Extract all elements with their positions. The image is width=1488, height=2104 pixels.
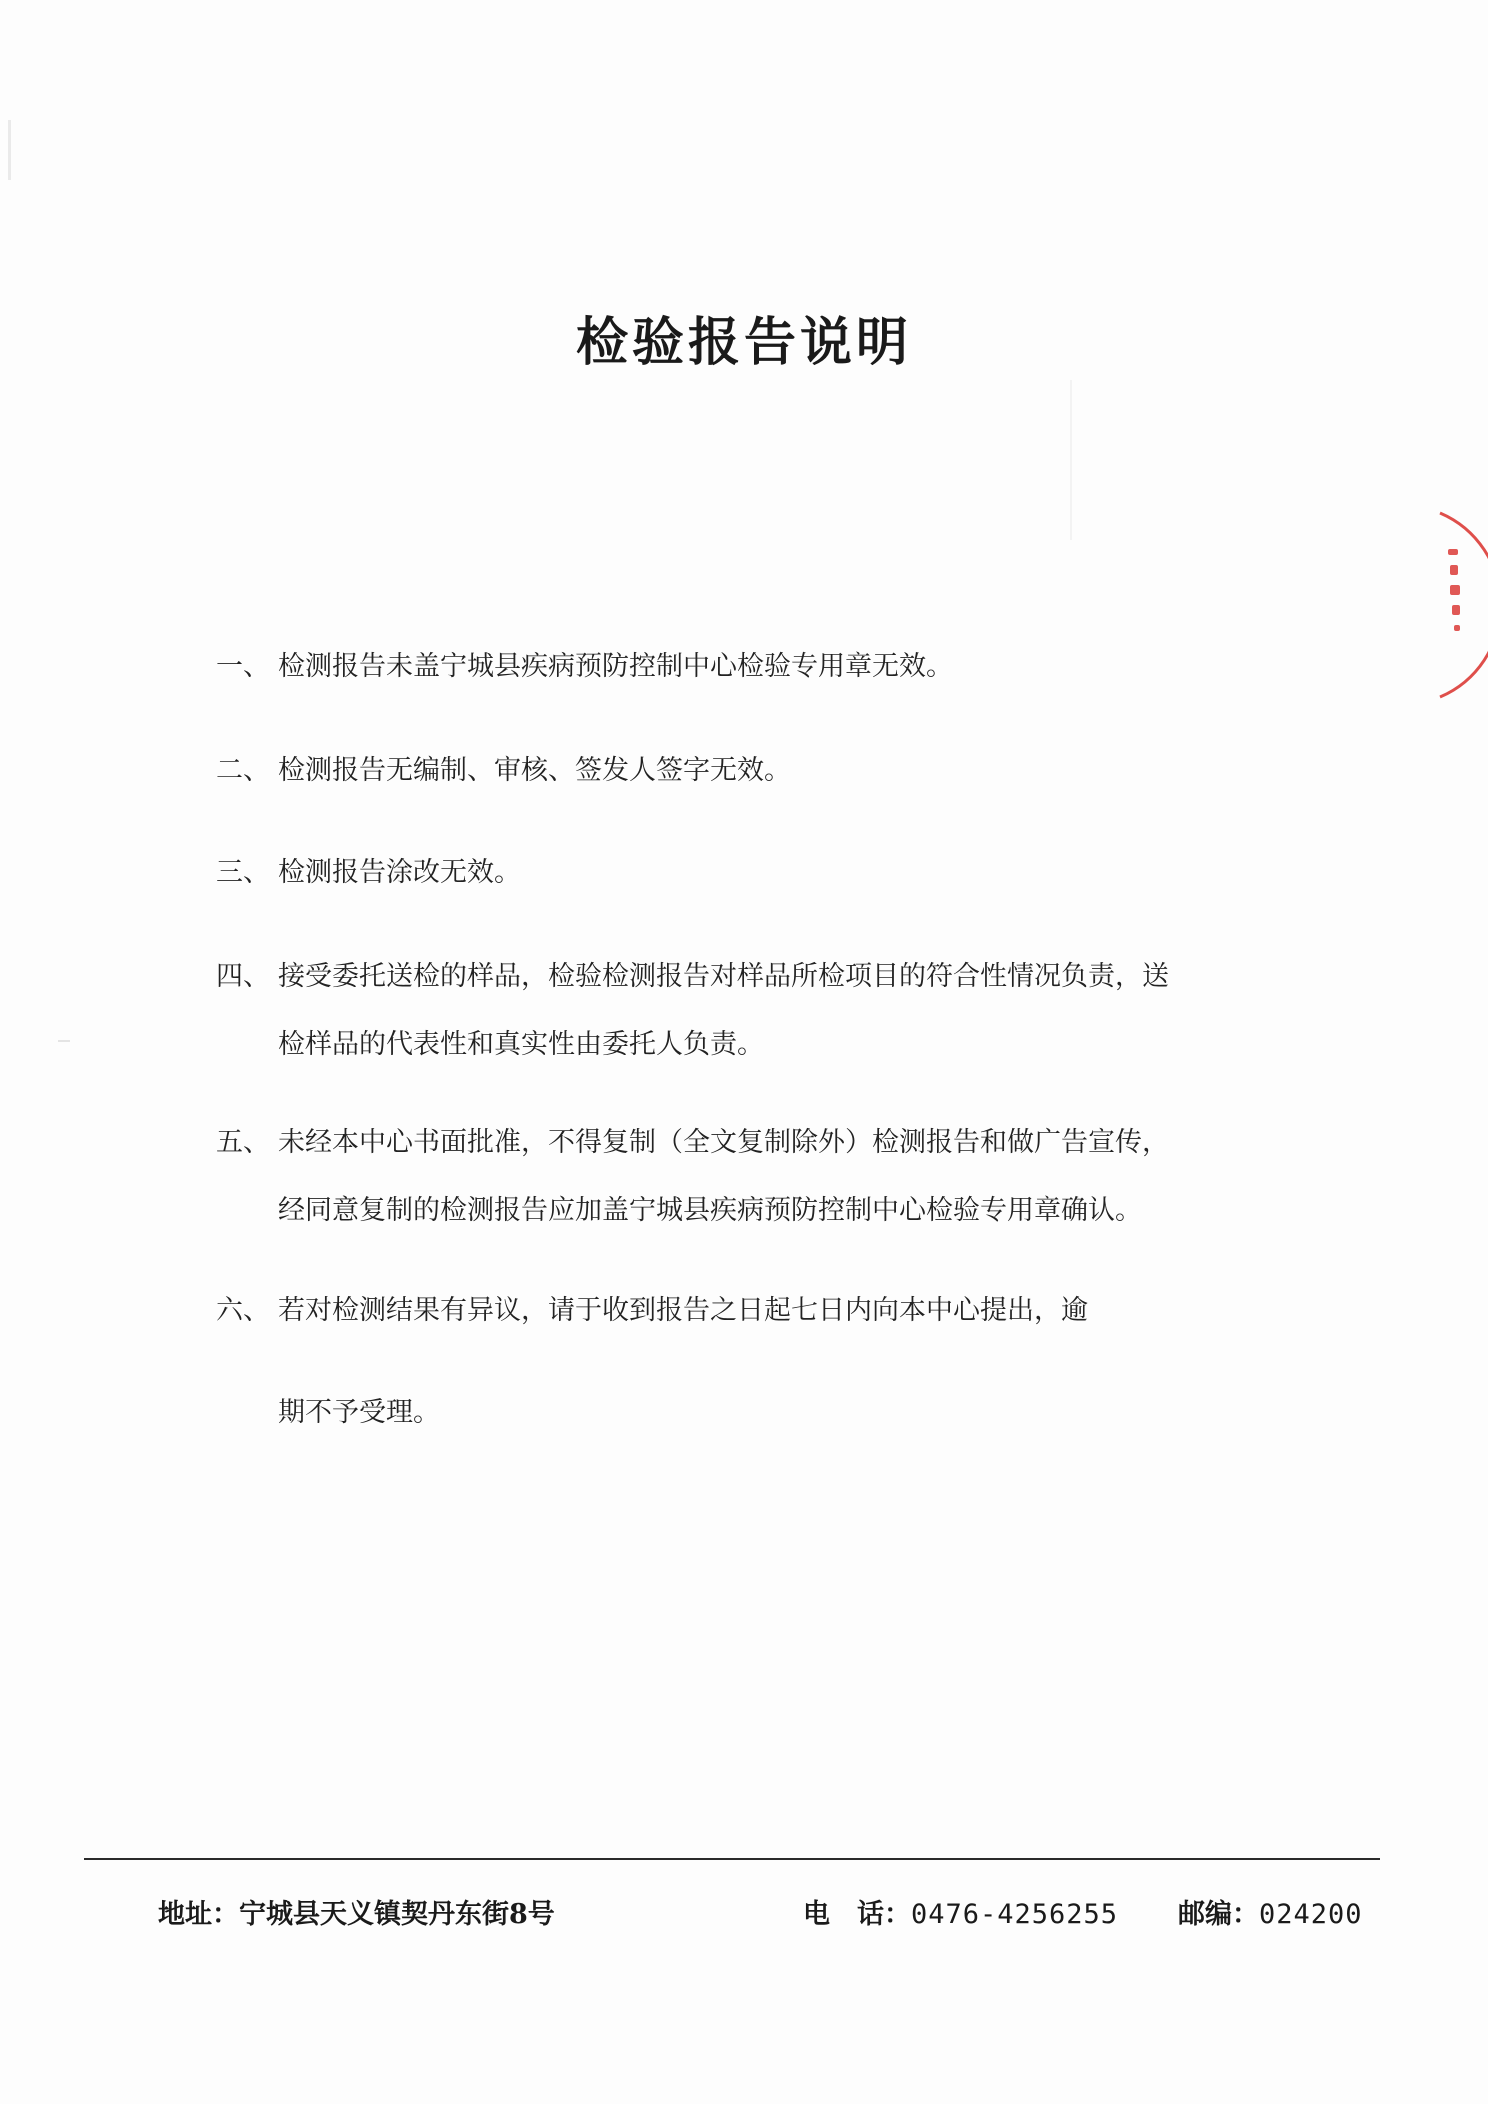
clause-text: 检测报告未盖宁城县疾病预防控制中心检验专用章无效。 bbox=[278, 651, 953, 682]
clause-item bbox=[216, 650, 953, 684]
footer-divider bbox=[84, 1858, 1380, 1860]
clause-text: 检测报告涂改无效。 bbox=[278, 857, 521, 888]
scan-mark bbox=[58, 1040, 70, 1042]
clause-number: 二、 bbox=[216, 755, 270, 786]
address-value: 宁城县天义镇契丹东街8号 bbox=[239, 1899, 555, 1930]
clause-number: 六、 bbox=[216, 1295, 270, 1326]
clause-text-continued: 经同意复制的检测报告应加盖宁城县疾病预防控制中心检验专用章确认。 bbox=[278, 1195, 1142, 1226]
clause-number: 四、 bbox=[216, 961, 270, 992]
postcode-label: 邮编： bbox=[1178, 1899, 1259, 1930]
phone-label: 电 话： bbox=[803, 1899, 911, 1930]
clause-text-continued: 期不予受理。 bbox=[278, 1397, 440, 1428]
footer-postcode bbox=[1178, 1892, 1363, 1931]
clause-item bbox=[216, 754, 791, 788]
clause-text: 接受委托送检的样品，检验检测报告对样品所检项目的符合性情况负责，送 bbox=[278, 961, 1169, 992]
seal-stamp-icon bbox=[1432, 505, 1488, 705]
seal-arc bbox=[1440, 513, 1488, 697]
clause-item bbox=[216, 1294, 1088, 1430]
footer-phone bbox=[803, 1892, 1118, 1931]
scan-mark bbox=[8, 120, 11, 180]
scan-mark bbox=[1070, 380, 1072, 540]
clause-number: 一、 bbox=[216, 651, 270, 682]
address-label: 地址： bbox=[158, 1899, 239, 1930]
page-title: 检验报告说明 bbox=[575, 312, 912, 373]
clause-item bbox=[216, 960, 1169, 1062]
clause-item bbox=[216, 1126, 1169, 1228]
clause-number: 五、 bbox=[216, 1127, 270, 1158]
postcode-value: 024200 bbox=[1259, 1899, 1363, 1930]
clause-text: 未经本中心书面批准，不得复制（全文复制除外）检测报告和做广告宣传， bbox=[278, 1127, 1169, 1158]
clause-number: 三、 bbox=[216, 857, 270, 888]
clause-item bbox=[216, 856, 521, 890]
clause-text-continued: 检样品的代表性和真实性由委托人负责。 bbox=[278, 1029, 764, 1060]
clause-text: 若对检测结果有异议，请于收到报告之日起七日内向本中心提出，逾 bbox=[278, 1295, 1088, 1326]
clause-text: 检测报告无编制、审核、签发人签字无效。 bbox=[278, 755, 791, 786]
phone-value: 0476-4256255 bbox=[911, 1899, 1119, 1930]
footer-address bbox=[158, 1892, 555, 1931]
